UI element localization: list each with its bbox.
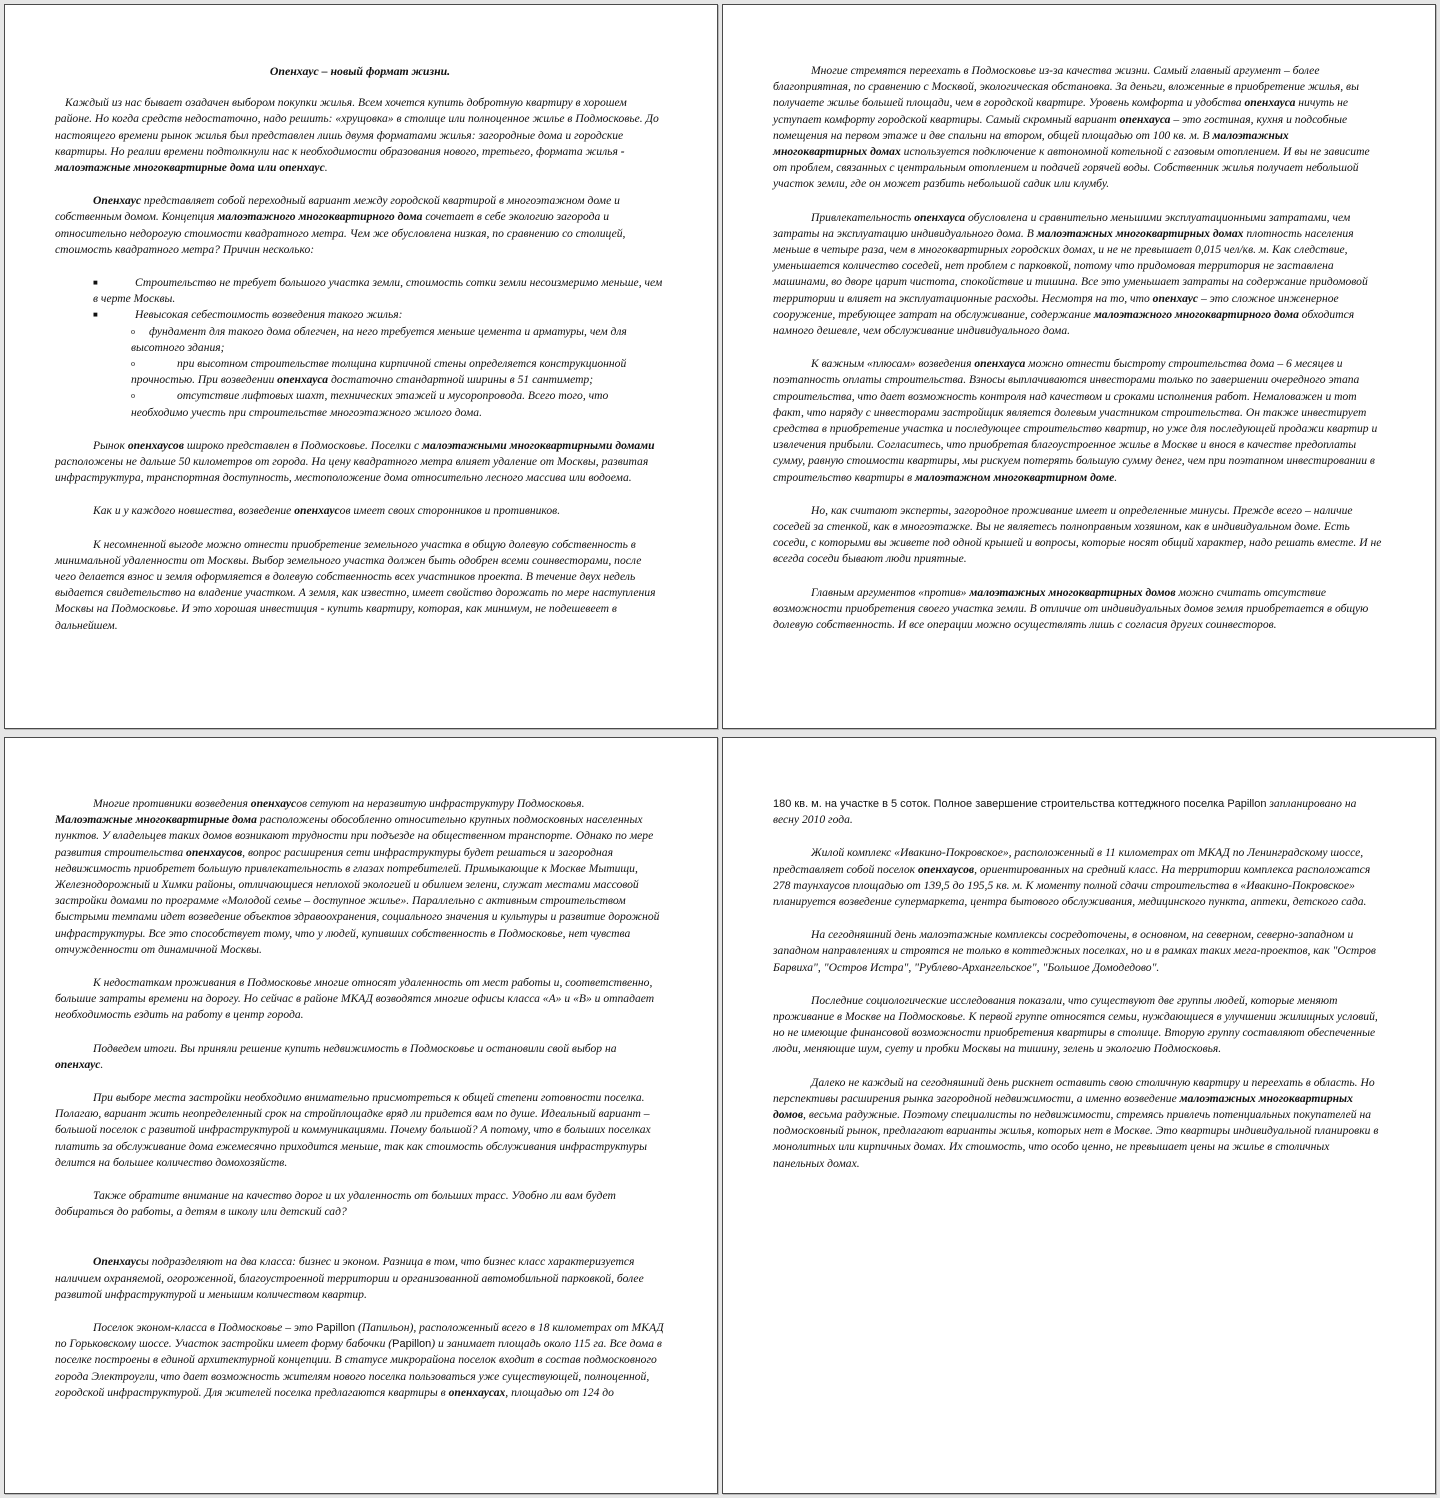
- bold-term: Опенхаус: [93, 194, 141, 208]
- text: – это сложное инженерное сооружение, требующее затрат на обслуживание, содержание: [773, 291, 1339, 321]
- bold-term: опенхауса: [974, 357, 1026, 371]
- text: обусловлена и сравнительно меньшими эксплуатационными затратами, чем затраты на эксплуатацию индивидуального дома. В: [773, 210, 1351, 240]
- page-1-content: [55, 63, 665, 651]
- paragraph-commute: К недостаткам проживания в Подмосковье многие относят удаленность от мест работы и, соответственно, большие затраты времени на дорогу. Но сейчас в районе МКАД возводятся многие офисы класса «А» и «В» и отпадает необходимость ездить на работу в центр города.: [55, 976, 655, 1022]
- text: .: [100, 1057, 104, 1071]
- text: Многие стремятся переехать в Подмосковье из-за качества жизни. Самый главный аргумент – более благоприятная, по сравнению с Москвой, экологическая обстановка. За деньги, вложенные в приобретение жилья, вы получаете жилье большей площади, чем в городской квартире. Уровень комфорта и удобства: [773, 64, 1359, 110]
- latin-name: Papillon: [392, 1338, 432, 1351]
- bold-term: малоэтажного многоквартирного дома: [1093, 307, 1299, 321]
- paragraph-research: Последние социологические исследования показали, что существуют две группы людей, которые меняют проживание в Москве на Подмосковье. К первой группе относятся семьи, нуждающиеся в улучшении жилищных условий, но не имеющие финансовой возможности приобретения квартиры в столице. Вторую группу составляют обеспеченные люди, меняющие шум, суету и пробки Москвы на тишину, зелень и экологию Подмосковья.: [773, 993, 1378, 1056]
- text: расположены обособленно относительно крупных подмосковных населенных пунктов. У владельцев таких домов возникают трудности при подъезде на общественном транспорте. Однако по мере развития строительства: [55, 813, 654, 859]
- text: Далеко не каждый на сегодняшний день рискнет оставить свою столичную квартиру и переехать в область. Но перспективы расширения рынка загородной недвижимости, а именно возведение: [773, 1075, 1375, 1105]
- text: ы подразделяют на два класса: бизнес и эконом. Разница в том, что бизнес класс характеризуется наличием охраняемой, огороженной, благоустроенной территории и организованной автомобильной парковкой, более развитой инфраструктурой и меньшим количеством квартир.: [55, 1255, 644, 1301]
- circle-bullet-icon: o: [131, 391, 135, 401]
- text: запланировано на весну 2010 года.: [773, 797, 1357, 827]
- paragraph-papillon: [55, 1320, 665, 1401]
- paragraph-land-benefit: К несомненной выгоде можно отнести приобретение земельного участка в общую долевую собственность в минимальной удаленности от Москвы. Выбор земельного участка должен быть одобрен всеми соинвесторами, после чего делается взнос и земля оформляется в долевую собственность всех участников проекта. В течение двух недель выдается свидетельство на владение участком. А земля, как известно, имеет свойство дорожать по мере наступления Москвы на Подмосковье. И это хорошая инвестиция - купить квартиру, которая, как минимум, не подешевеет в дальнейшем.: [55, 537, 656, 632]
- text: , ориентированных на средний класс. На территории комплекса расположатся 278 таунхаусов площадью от 139,5 до 195,5 кв. м. К моменту полной сдачи строительства в «Ивакино-Покровское» планируется возведение супермаркета, центра бытового обслуживания, медицинского пункта, аптеки, детского сада.: [773, 862, 1371, 909]
- paragraph-roads: Также обратите внимание на качество дорог и их удаленность от больших трасс. Удобно ли вам будет добираться до работы, а детям в школу или детский сад?: [55, 1189, 616, 1219]
- square-bullet-icon: ■: [93, 310, 98, 320]
- paragraph-conclusion: [773, 1075, 1383, 1172]
- paragraph-main-argument-against: [773, 585, 1383, 634]
- text: , площадью от 124 до: [505, 1385, 614, 1399]
- text: сочетает в себе экологию загорода и относительно недорогую стоимости квадратного метра. Чем же обусловлена низкая, по сравнению со столицей, стоимость квадратного метра? Причин несколько:: [55, 210, 626, 256]
- page-3-content: [55, 796, 665, 1418]
- paragraph-construction-speed: [773, 356, 1383, 486]
- paragraph-market: [55, 438, 665, 487]
- paragraph-papillon-cont: [773, 796, 1383, 828]
- page-1: [4, 4, 718, 729]
- bold-term: малоэтажных многоквартирных домах: [1036, 226, 1244, 240]
- paragraph-pros-cons: [55, 503, 665, 519]
- intro-bold: - малоэтажные многоквартирные дома или опенхаус: [55, 144, 625, 175]
- paragraph-operating-costs: [773, 210, 1383, 340]
- paragraph-site-choice: При выборе места застройки необходимо внимательно присмотреться к общей степени готовности поселка. Полагаю, вариант жить неопределенный срок на стройплощадке вряд ли придется вам по душе. Идеальный вариант – большой поселок с развитой инфраструктурой и коммуникациями. Почему большой? А потому, что в больших поселках платить за обслуживание дома ежемесячно приходится меньше, так как стоимость обслуживания инфраструктуры делится на большее количество домохозяйств.: [55, 1091, 651, 1169]
- reasons-list: [93, 275, 665, 421]
- text: Главным аргументов «против»: [811, 585, 970, 599]
- sub-list: [131, 324, 665, 421]
- sub-list-item: [131, 324, 665, 356]
- text: – это гостиная, кухня и подсобные помещения на первом этаже и две спальни на втором, общей площадью от 100 кв. м. В: [773, 112, 1348, 142]
- bold-term: малоэтажных многоквартирных домов: [969, 585, 1176, 599]
- paragraph-quality-of-life: [773, 63, 1383, 193]
- bold-term: малоэтажных многоквартирных домах: [773, 128, 1289, 159]
- paragraph-openhouse-definition: [55, 193, 665, 258]
- bold-term: опенхаусов: [127, 438, 184, 452]
- list-item-text: Строительство не требует большого участка земли, стоимость сотки земли несоизмеримо меньше, чем в черте Москвы.: [93, 276, 663, 306]
- bold-term: опенхаус: [250, 797, 297, 810]
- intro-paragraph: [55, 95, 665, 176]
- circle-bullet-icon: o: [131, 359, 135, 369]
- paragraph-ivakino: [773, 845, 1383, 910]
- page-3: [4, 737, 718, 1494]
- page-2: [722, 4, 1436, 729]
- text: плотность населения меньше в четыре раза, чем в многоквартирных городских домах, и не не превышает 0,015 чел/кв. м. Как следствие, уменьшается количество соседей, нет проблем с парковкой, потому что придомовая территория не заставлена машинами, во дворе царит чистота, спокойствие и тишина. Все это уменьшает затраты на содержание придомовой территории и влияет на эксплуатационные расходы. Несмотря на то, что: [773, 226, 1368, 305]
- bold-term: опенхауса: [277, 373, 329, 387]
- text: Как и у каждого новшества, возведение: [93, 504, 295, 518]
- bold-term: опенхаус: [1152, 291, 1199, 305]
- bold-term: опенхаусах: [448, 1385, 506, 1399]
- intro-end: .: [324, 161, 328, 175]
- text: ничуть не уступает комфорту городской квартиры. Самый скромный вариант: [773, 96, 1348, 126]
- text: можно считать отсутствие возможности приобретения своего участка земли. В отличие от индивидуальных домов земля приобретается в общую долевую собственность. И все операции можно осуществлять лишь с согласия других соинвесторов.: [773, 585, 1369, 632]
- text: Жилой комплекс «Ивакино-Покровское», расположенный в 11 километрах от МКАД по Ленинградскому шоссе, представляет собой поселок: [773, 846, 1364, 876]
- text: используется подключение к автономной котельной с газовым отоплением. И вы не зависите от проблем, связанных с центральным отоплением и подачей горячей воды. Собственник жилья получает небольшой участок земли, где он может разбить небольшой садик или клумбу.: [773, 145, 1370, 191]
- text: можно отнести быстроту строительства дома – 6 месяцев и поэтапность оплаты строительства. Взносы выплачиваются инвесторами только по завершении очередного этапа строительства, что дает возможность контроля над качеством и сроками исполнения работ. Немаловажен и тот факт, что наряду с инвесторами застройщик является долевым участником строительства. Он также инвестирует средства в приобретение участка и последующее строительство квартир, но уже для последующей продажи квартир и извлечения прибыли. Согласитесь, что приобретая благоустроенное жилье в Москве и внося в качестве предоплаты сумму, равную стоимости квартиры, мы рискуем потерять большую сумму денег, чем при поэтапном инвестировании в строительство квартиры в: [773, 357, 1378, 484]
- paragraph-directions: На сегодняшний день малоэтажные комплексы сосредоточены, в основном, на северном, северно-западном и западном направлениях и строятся не только в коттеджных поселках, но и в рамках таких мега-проектов, как "Остров Барвиха", "Остров Истра", "Рублево-Архангельское", "Большое Домодедово".: [773, 928, 1376, 974]
- text: при высотном строительстве толщина кирпичной стены определяется конструкционной прочностью. При возведении: [131, 357, 627, 387]
- text: обходится намного дешевле, чем обслуживание индивидуального дома.: [773, 307, 1355, 338]
- text: ов сетуют на неразвитую инфраструктуру Подмосковья.: [296, 797, 585, 810]
- text: ) и занимает площадь около 115 га. Все дома в поселке построены в единой архитектурной концепции. В статусе микрорайона поселок входит в состав подмосковного города Электроугли, что дает возможность жителям нового поселка пользоваться уже существующей, полноценной, городской инфраструктурой. Для жителей поселка предлагаются квартиры в: [55, 1337, 662, 1399]
- bold-term: малоэтажного многоквартирного дома: [217, 210, 423, 224]
- text: расположены не дальше 50 километров от города. На цену квадратного метра влияет удаление от Москвы, развитая инфраструктура, транспортная доступность, местоположение дома относительно лесного массива или водоема.: [55, 455, 649, 485]
- document-title: Опенхаус – новый формат жизни.: [269, 64, 451, 78]
- text: 180 кв. м. на участке в 5 соток. Полное завершение строительства коттеджного поселка: [773, 798, 1228, 810]
- bold-term: Опенхаус: [93, 1255, 141, 1269]
- bold-term: малоэтажных многоквартирных домов: [773, 1091, 1353, 1122]
- page-2-content: [773, 63, 1383, 650]
- paragraph-minuses: Но, как считают эксперты, загородное проживание имеет и определенные минусы. Прежде всего – наличие соседей за стенкой, как в многоэтажке. Вы не являетесь полноправным хозяином, как в индивидуальном доме. Есть соседи, с которыми вы живете под одной крышей и вопросы, которые носят общий характер, надо решать вместе. И не всегда соседи бывают люди приятные.: [773, 503, 1382, 566]
- text: представляет собой переходный вариант между городской квартирой в многоэтажном доме и собственным домом. Концепция: [55, 194, 620, 224]
- text: , весьма радужные. Поэтому специалисты по недвижимости, стремясь привлечь потенциальных покупателей на подмосковный рынок, предлагают варианты жилья, которых нет в Москве. Это квартиры индивидуальной планировки в монолитных или кирпичных домах. Их стоимость, что особо ценно, не превышает цены на жилье в столичных панельных домах.: [773, 1108, 1379, 1170]
- bold-term: опенхаусов: [186, 845, 243, 859]
- text: К важным «плюсам» возведения: [811, 357, 975, 371]
- list-item-text: Невысокая себестоимость возведения такого жилья:: [135, 308, 403, 322]
- text: Подведем итоги. Вы приняли решение купить недвижимость в Подмосковье и остановили свой выбор на: [93, 1041, 617, 1055]
- text: Привлекательность: [811, 210, 915, 224]
- bold-term: малоэтажном многоквартирном доме: [915, 470, 1115, 484]
- bold-term: малоэтажными многоквартирными домами: [422, 438, 655, 452]
- text: Рынок: [93, 438, 128, 452]
- bold-term: опенхаус: [55, 1057, 101, 1071]
- text: достаточно стандартной ширины в 51 сантиметр;: [328, 373, 594, 387]
- text: Поселок эконом-класса в Подмосковье – это: [93, 1321, 316, 1335]
- bold-term: опенхауса: [914, 210, 966, 224]
- text: (Папильон), расположенный всего в 18 километрах от МКАД по Горьковскому шоссе. Участок застройки имеет форму бабочки (: [55, 1321, 664, 1351]
- page-4-content: [773, 796, 1383, 1189]
- bold-term: Малоэтажные многоквартирные дома: [55, 813, 257, 827]
- intro-text: Каждый из нас бывает озадачен выбором покупки жилья. Всем хочется купить добротную квартиру в хорошем районе. Но когда средств недостаточно, надо решить: «хрущовка» в столице или полноценное жилье в Подмосковье. До настоящего времени рынок жилья был представлен лишь двумя форматами жилья: загородные дома и городские квартиры. Но реалии времени подтолкнули нас к необходимости образования нового, третьего, формата жилья: [55, 96, 659, 158]
- bold-term: опенхаусов: [917, 862, 975, 876]
- text: Многие противники возведения: [93, 797, 251, 810]
- bold-term: опенхауса: [1119, 112, 1171, 126]
- sub-list-item: [131, 356, 665, 388]
- sub-list-item-text: [131, 356, 665, 388]
- circle-bullet-icon: o: [131, 326, 135, 336]
- sub-list-item-text: отсутствие лифтовых шахт, технических этажей и мусоропровода. Всего того, что необходимо учесть при строительстве многоэтажного жилого дома.: [131, 389, 609, 419]
- square-bullet-icon: ■: [93, 278, 98, 288]
- paragraph-classes: [55, 1254, 665, 1303]
- list-item: [93, 307, 665, 420]
- text: .: [1114, 470, 1118, 484]
- sub-list-item-text: фундамент для такого дома облегчен, на него требуется меньше цемента и арматуры, чем для высотного здания;: [131, 324, 627, 354]
- bold-term: опенхаус: [294, 504, 340, 518]
- text: широко представлен в Подмосковье. Поселки с: [183, 438, 423, 452]
- latin-name: Papillon: [1227, 798, 1267, 810]
- list-item: [93, 275, 665, 307]
- paragraph-infrastructure: [55, 796, 665, 958]
- paragraph-summary: [55, 1041, 665, 1073]
- page-4: [722, 737, 1436, 1494]
- sub-list-item: [131, 388, 665, 420]
- text: , вопрос расширения сети инфраструктуры будет решаться и загородная недвижимость приобретет большую привлекательность в глазах потребителей. Примыкающие к Москве Мытищи, Железнодорожный и Химки районы, отличающиеся неплохой экологией и обилием зелени, служат местами массовой застройки домами по программе «Молодой семье – доступное жилье». Параллельно с активным строительством быстрыми темпами идет возведение объектов здравоохранения, социального значения и культуры и развитие дорожной инфраструктуры. Все это способствует тому, что у людей, купивших собственность в Подмосковье, нет чувства отчужденности от динамичной Москвы.: [55, 845, 660, 956]
- bold-term: опенхауса: [1244, 96, 1296, 110]
- text: ов имеет своих сторонников и противников.: [339, 504, 561, 518]
- latin-name: Papillon: [315, 1322, 356, 1335]
